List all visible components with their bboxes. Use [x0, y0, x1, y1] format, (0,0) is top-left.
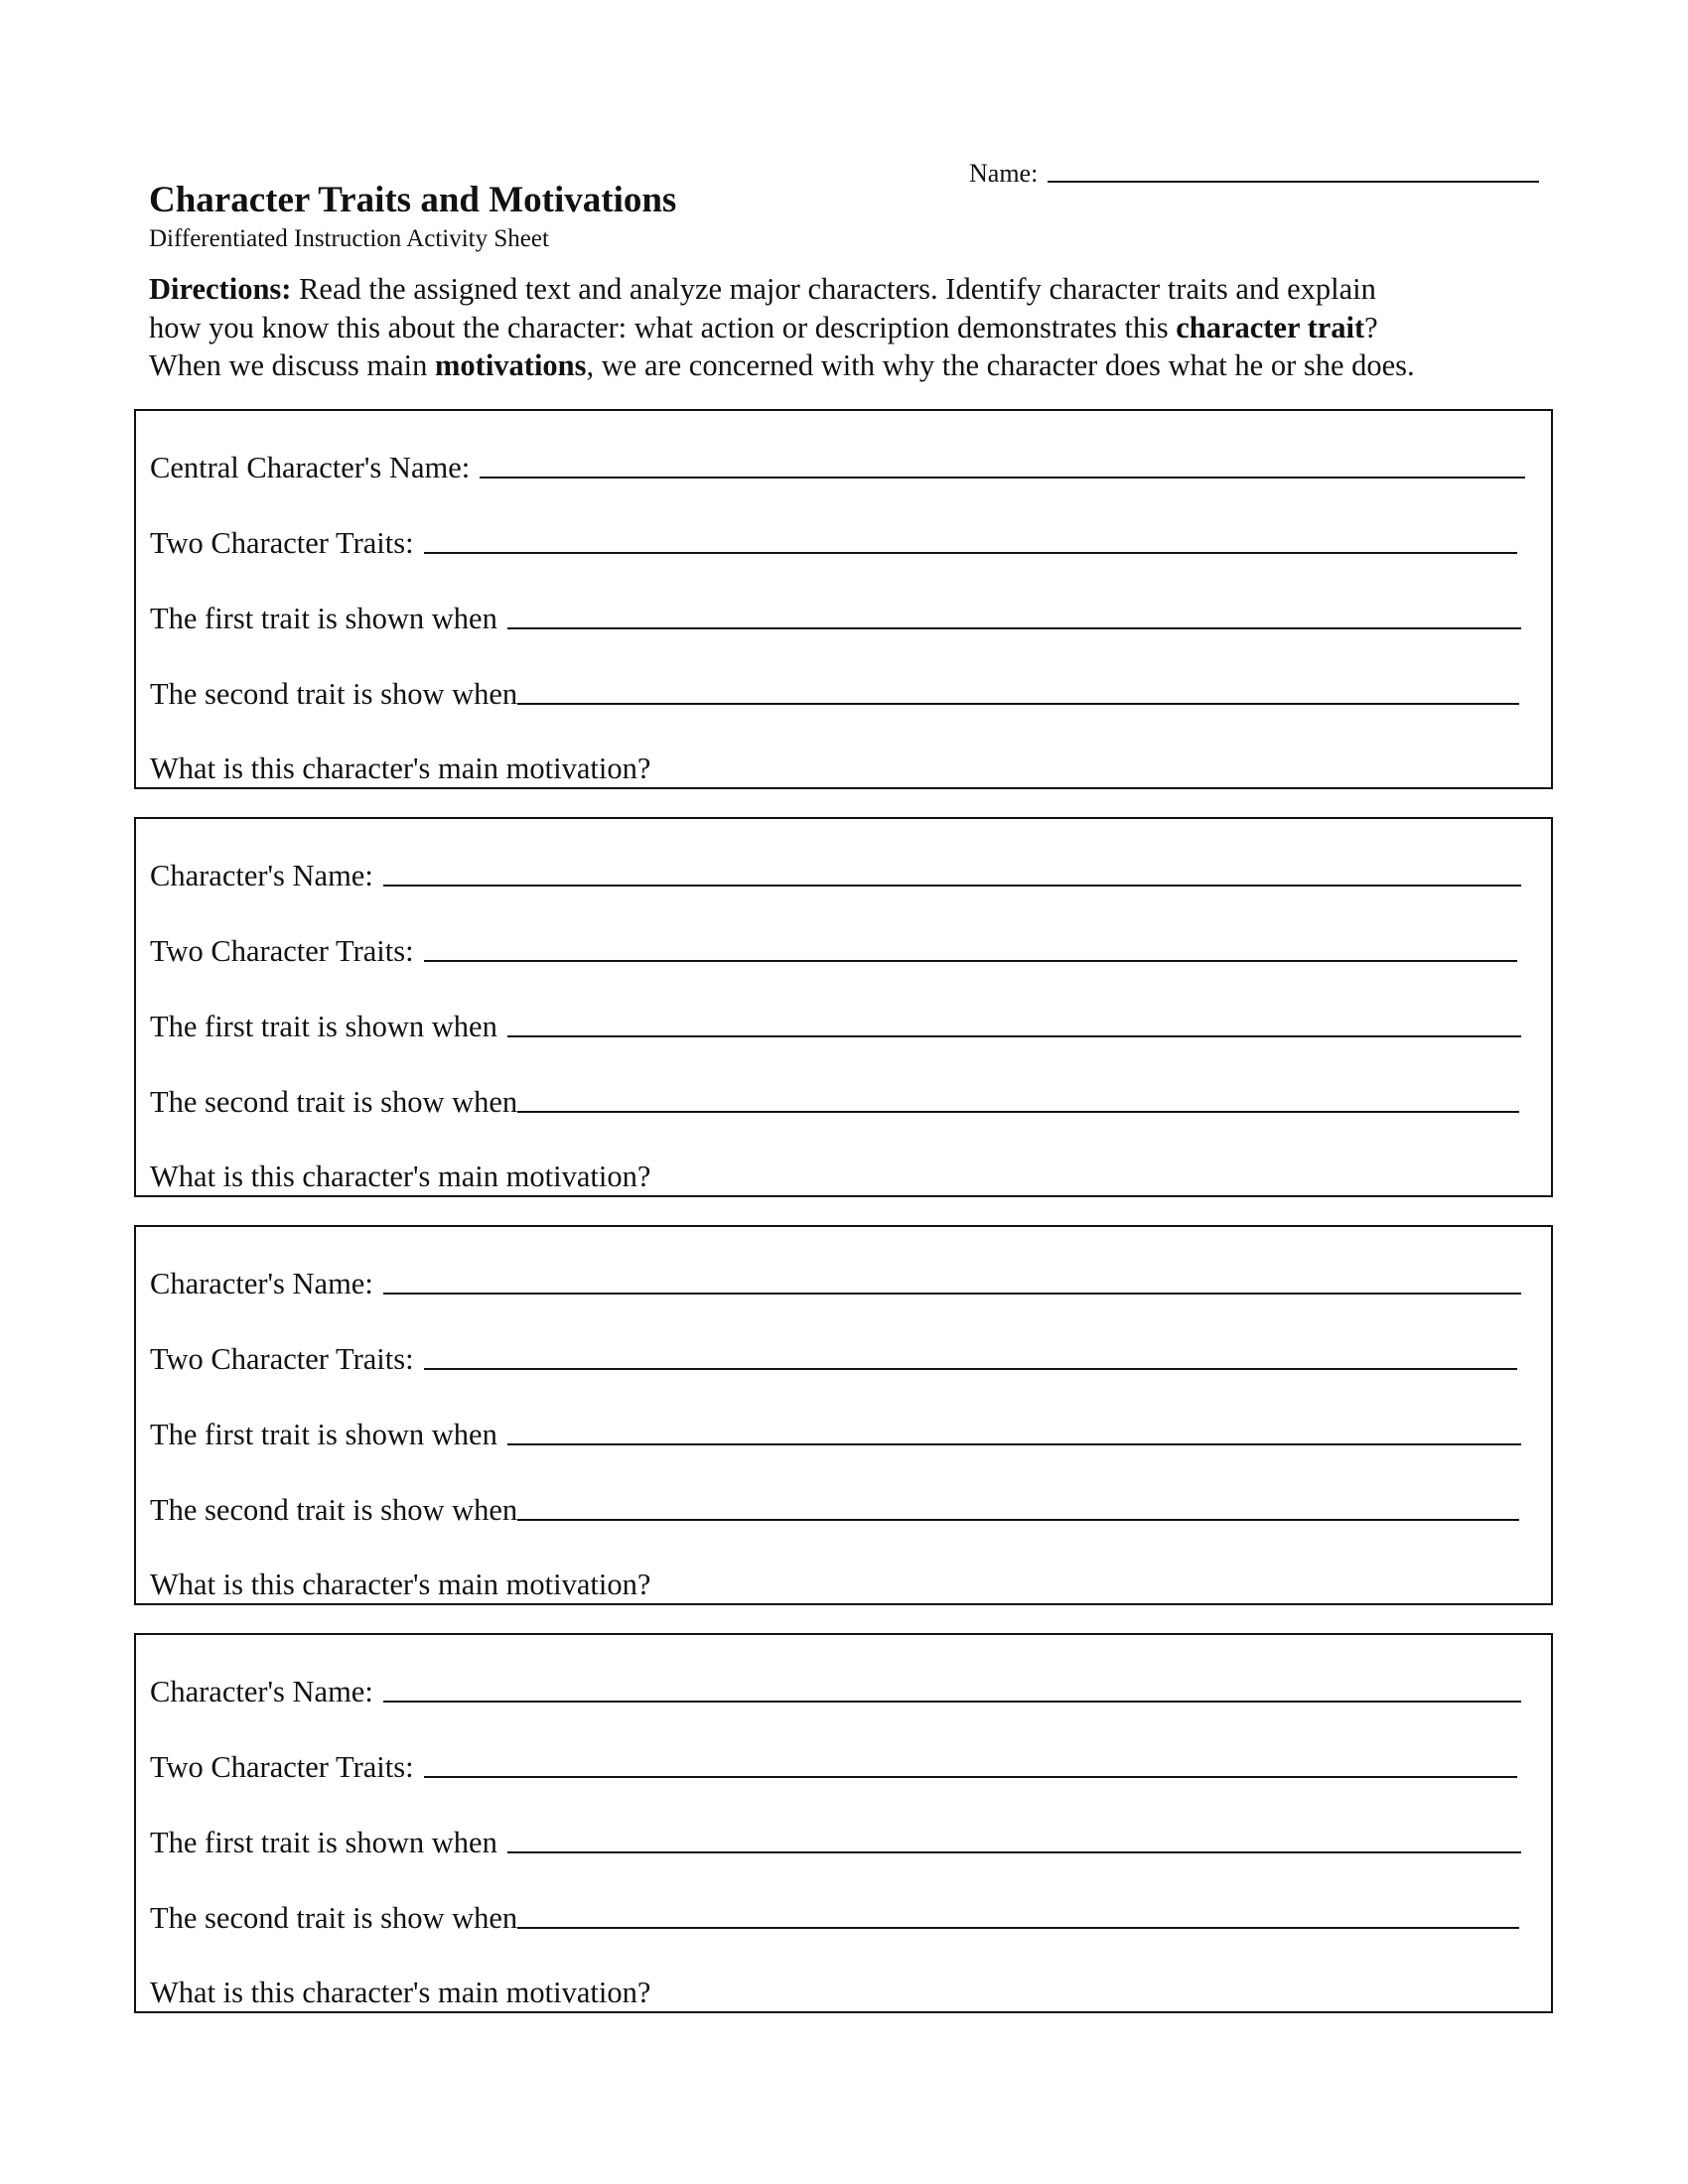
directions-text-3b: , we are concerned with why the character does what he or she does.	[586, 348, 1415, 382]
directions-text-2b: ?	[1364, 310, 1378, 344]
second-trait-label: The second trait is show when	[150, 1493, 518, 1527]
directions-line-2	[149, 309, 1559, 347]
character-name-label: Central Character's Name:	[150, 451, 471, 484]
directions-line-1	[149, 270, 1559, 309]
character-box-2	[134, 817, 1553, 1197]
directions-label: Directions:	[149, 272, 292, 306]
second-trait-row[interactable]	[150, 1896, 1519, 1936]
first-trait-label: The first trait is shown when	[150, 1010, 497, 1043]
first-trait-row[interactable]	[150, 1413, 1521, 1452]
second-trait-blank[interactable]	[517, 1519, 1519, 1521]
character-traits-blank[interactable]	[424, 960, 1517, 962]
second-trait-blank[interactable]	[517, 703, 1519, 705]
character-box-1	[134, 409, 1553, 789]
motivation-row[interactable]	[150, 747, 650, 786]
character-traits-row[interactable]	[150, 521, 1517, 561]
directions-text-3a: When we discuss main	[149, 348, 428, 382]
motivation-row[interactable]	[150, 1563, 650, 1602]
first-trait-blank[interactable]	[507, 1443, 1521, 1445]
character-traits-row[interactable]	[150, 929, 1517, 969]
second-trait-blank[interactable]	[517, 1111, 1519, 1113]
second-trait-blank[interactable]	[517, 1927, 1519, 1929]
character-name-blank[interactable]	[383, 885, 1521, 887]
character-name-row[interactable]	[150, 1670, 1521, 1709]
character-traits-label: Two Character Traits:	[150, 526, 414, 560]
directions-text-2a: how you know this about the character: what action or description demonstrates this	[149, 310, 1169, 344]
character-traits-row[interactable]	[150, 1337, 1517, 1377]
directions-text-1: Read the assigned text and analyze major characters. Identify character traits and explain	[299, 272, 1376, 306]
first-trait-row[interactable]	[150, 1005, 1521, 1044]
motivation-label: What is this character's main motivation?	[150, 751, 651, 785]
motivation-label: What is this character's main motivation?	[150, 1568, 651, 1601]
motivation-label: What is this character's main motivation?	[150, 1976, 651, 2009]
character-name-label: Character's Name:	[150, 1267, 373, 1300]
character-traits-label: Two Character Traits:	[150, 934, 414, 968]
first-trait-blank[interactable]	[507, 627, 1521, 629]
character-name-blank[interactable]	[480, 477, 1525, 478]
character-name-row[interactable]	[150, 446, 1525, 485]
character-name-blank[interactable]	[383, 1701, 1521, 1703]
second-trait-row[interactable]	[150, 672, 1519, 712]
character-traits-blank[interactable]	[424, 1368, 1517, 1370]
first-trait-row[interactable]	[150, 597, 1521, 636]
character-traits-row[interactable]	[150, 1745, 1517, 1785]
directions-paragraph	[149, 270, 1559, 385]
student-name-field[interactable]	[969, 149, 1539, 189]
second-trait-label: The second trait is show when	[150, 1085, 518, 1119]
character-name-row[interactable]	[150, 1262, 1521, 1301]
second-trait-label: The second trait is show when	[150, 677, 518, 711]
character-box-3	[134, 1225, 1553, 1605]
character-traits-blank[interactable]	[424, 552, 1517, 554]
character-traits-label: Two Character Traits:	[150, 1342, 414, 1376]
first-trait-label: The first trait is shown when	[150, 1418, 497, 1451]
character-name-row[interactable]	[150, 854, 1521, 893]
character-traits-blank[interactable]	[424, 1776, 1517, 1778]
second-trait-label: The second trait is show when	[150, 1901, 518, 1935]
page-title: Character Traits and Motivations	[149, 180, 677, 220]
first-trait-label: The first trait is shown when	[150, 602, 497, 635]
page-subtitle: Differentiated Instruction Activity Sheet	[149, 225, 549, 252]
name-blank-line[interactable]	[1048, 181, 1539, 183]
directions-bold-motivations: motivations	[435, 348, 587, 382]
directions-line-3	[149, 346, 1559, 385]
motivation-row[interactable]	[150, 1971, 650, 2010]
second-trait-row[interactable]	[150, 1080, 1519, 1120]
second-trait-row[interactable]	[150, 1488, 1519, 1528]
character-box-4	[134, 1633, 1553, 2013]
character-name-blank[interactable]	[383, 1293, 1521, 1295]
name-label: Name:	[969, 159, 1039, 188]
first-trait-blank[interactable]	[507, 1035, 1521, 1037]
motivation-row[interactable]	[150, 1155, 650, 1194]
first-trait-label: The first trait is shown when	[150, 1826, 497, 1859]
directions-bold-character-trait: character trait	[1176, 310, 1365, 344]
first-trait-row[interactable]	[150, 1821, 1521, 1860]
character-name-label: Character's Name:	[150, 1675, 373, 1708]
first-trait-blank[interactable]	[507, 1851, 1521, 1853]
character-name-label: Character's Name:	[150, 859, 373, 892]
character-traits-label: Two Character Traits:	[150, 1750, 414, 1784]
motivation-label: What is this character's main motivation?	[150, 1160, 651, 1193]
